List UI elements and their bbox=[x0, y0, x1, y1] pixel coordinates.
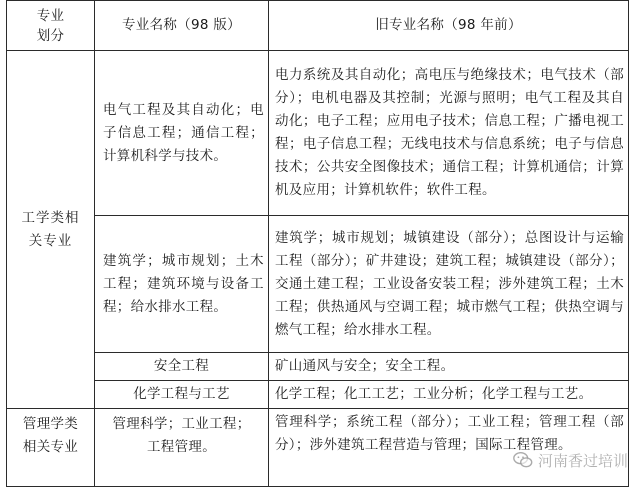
table-row bbox=[7, 353, 629, 381]
old-major-cell: 建筑学；城市规划；城镇建设（部分）；总图设计与运输工程（部分）；矿井建设；建筑工程；城镇建设（部分）；交通土建工程；工业设备安装工程；涉外建筑工程；土木工程；供热通风与空调工程；城市燃气工程；供热空调与燃气工程；给水排水工程。 bbox=[269, 216, 629, 353]
old-major-cell: 管理科学；系统工程（部分）；工业工程；管理工程（部分）；涉外建筑工程营造与管理；国际工程管理。 bbox=[269, 409, 629, 487]
category-engineering bbox=[7, 51, 95, 409]
wechat-icon bbox=[512, 449, 534, 471]
watermark-text: 河南香过培训 bbox=[537, 451, 628, 470]
category-engineering-label: 工学类相关专业 bbox=[21, 209, 80, 249]
old-major-cell: 电力系统及其自动化；高电压与绝缘技术；电气技术（部分）；电机电器及其控制；光源与照明；电气工程及其自动化；电子工程；应用电子技术；信息工程；广播电视工程；电子信息工程；无线电技术与信息系统；电子与信息技术；公共安全图像技术；通信工程；计算机通信；计算机及应用；计算机软件；软件工程。 bbox=[269, 51, 629, 216]
header-category: 专业 划分 bbox=[7, 1, 95, 51]
new-major-cell: 化学工程与工艺 bbox=[95, 381, 269, 409]
table-row bbox=[7, 409, 629, 487]
new-major-cell: 管理科学；工业工程； 工程管理。 bbox=[95, 409, 269, 487]
table-row bbox=[7, 381, 629, 409]
watermark bbox=[512, 449, 628, 471]
table-row bbox=[7, 216, 629, 353]
category-management: 管理学类 相关专业 bbox=[7, 409, 95, 487]
new-major-cell: 安全工程 bbox=[95, 353, 269, 381]
old-major-cell: 化学工程；化工工艺；工业分析；化学工程与工艺。 bbox=[269, 381, 629, 409]
header-row bbox=[7, 1, 629, 51]
old-major-cell: 矿山通风与安全；安全工程。 bbox=[269, 353, 629, 381]
major-mapping-table bbox=[6, 0, 629, 487]
header-old-name: 旧专业名称（98 年前） bbox=[269, 1, 629, 51]
new-major-cell: 建筑学；城市规划；土木工程；建筑环境与设备工程；给水排水工程。 bbox=[95, 216, 269, 353]
header-new-name: 专业名称（98 版） bbox=[95, 1, 269, 51]
new-major-cell: 电气工程及其自动化；电子信息工程；通信工程；计算机科学与技术。 bbox=[95, 51, 269, 216]
table-row bbox=[7, 51, 629, 216]
